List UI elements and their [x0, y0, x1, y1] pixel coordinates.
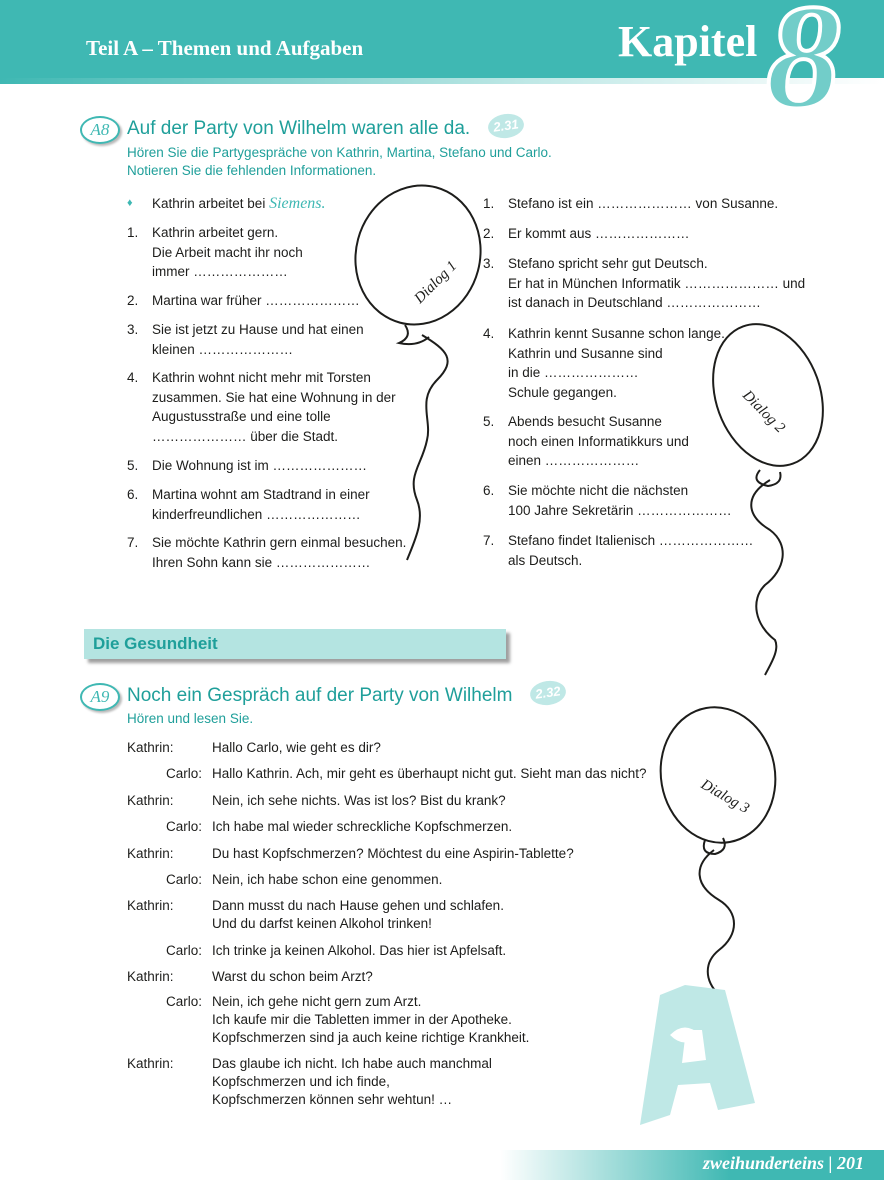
item-text-line: Sie möchte nicht die nächsten — [508, 483, 689, 498]
item-text-line: Martina wohnt am Stadtrand in einer — [152, 487, 370, 502]
task-a9-title: Noch ein Gespräch auf der Party von Wilhelm — [127, 685, 513, 706]
item-number: 3. — [127, 322, 139, 337]
item-text-line: Stefano ist ein ………………… von Susanne. — [508, 196, 779, 211]
dialog-speaker: Carlo: — [165, 819, 202, 834]
balloon-1-body — [340, 171, 496, 338]
dialog-speaker: Kathrin: — [127, 846, 174, 861]
section-title-bar — [84, 629, 506, 659]
task-a9-instruction: Hören und lesen Sie. — [127, 711, 254, 726]
bullet-icon: ♦ — [127, 197, 133, 209]
item-number: 7. — [483, 533, 495, 548]
dialog-speaker: Carlo: — [165, 994, 202, 1009]
item-text-line: Er kommt aus ………………… — [508, 226, 690, 241]
task-a8-instruction-2: Notieren Sie die fehlenden Informationen. — [127, 163, 377, 178]
item-text-line: kinderfreundlichen ………………… — [152, 506, 361, 522]
item-text-line: Kathrin arbeitet gern. — [152, 225, 279, 240]
item-text-line: als Deutsch. — [508, 552, 583, 568]
item-number: 2. — [127, 293, 139, 308]
task-a8-instruction-1: Hören Sie die Partygespräche von Kathrin, Martina, Stefano und Carlo. — [127, 145, 552, 160]
dialog-line: Warst du schon beim Arzt? — [212, 969, 373, 984]
task-a8-title: Auf der Party von Wilhelm waren alle da. — [127, 118, 471, 139]
item-number: 3. — [483, 256, 495, 271]
item-number: 7. — [127, 535, 139, 550]
section-heading: Teil A – Themen und Aufgaben — [86, 36, 364, 60]
dialog-line: Ich habe mal wieder schreckliche Kopfschmerzen. — [212, 819, 513, 834]
dialog-speaker: Kathrin: — [127, 793, 174, 808]
dialog-line: Das glaube ich nicht. Ich habe auch manchmal — [212, 1056, 492, 1071]
item-text-line: Ihren Sohn kann sie ………………… — [152, 554, 371, 570]
apotheke-logo — [640, 985, 755, 1125]
dialog-line: Ich trinke ja keinen Alkohol. Das hier ist Apfelsaft. — [212, 943, 507, 958]
item-number: 1. — [127, 225, 139, 240]
chapter-label: Kapitel — [618, 17, 758, 66]
dialog-line: Nein, ich habe schon eine genommen. — [212, 872, 443, 887]
chapter-number: 8 — [766, 0, 841, 140]
item-text-line: Die Wohnung ist im ………………… — [152, 458, 368, 473]
item-text-line: ist danach in Deutschland ………………… — [508, 295, 761, 310]
item-number: 6. — [127, 487, 139, 502]
item-text-line: Sie ist jetzt zu Hause und hat einen — [152, 322, 364, 337]
dialog-line: Ich kaufe mir die Tabletten immer in der Apotheke. — [212, 1012, 512, 1027]
dialog-speaker: Carlo: — [165, 943, 202, 958]
audio-track-badge-a8: 2.31 — [487, 112, 526, 141]
dialog-line: Nein, ich gehe nicht gern zum Arzt. — [212, 994, 422, 1009]
balloon-2-label: Dialog 2 — [739, 387, 788, 437]
balloon-2-knot — [756, 470, 780, 486]
apotheke-a-shape — [640, 985, 755, 1125]
item-text-line: Er hat in München Informatik ………………… und — [508, 275, 806, 291]
dialog-line: Du hast Kopfschmerzen? Möchtest du eine Aspirin-Tablette? — [212, 846, 574, 861]
task-badge-a9: A9 — [80, 683, 120, 711]
example-text: Kathrin arbeitet bei — [152, 196, 266, 211]
item-text-line: ………………… über die Stadt. — [152, 428, 339, 444]
balloon-1-string — [407, 335, 448, 560]
dialog-line: Hallo Kathrin. Ach, mir geht es überhaupt nicht gut. Sieht man das nicht? — [212, 766, 647, 781]
balloon-dialog-2 — [694, 309, 842, 675]
dialog-speaker: Carlo: — [165, 766, 202, 781]
item-text-line: in die ………………… — [508, 365, 639, 380]
item-number: 2. — [483, 226, 495, 241]
page-number: zweihunderteins | 201 — [703, 1153, 864, 1173]
item-text-line: zusammen. Sie hat eine Wohnung in der — [152, 389, 396, 405]
item-text-line: einen ………………… — [508, 453, 640, 468]
item-text-line: 100 Jahre Sekretärin ………………… — [508, 502, 732, 518]
item-text-line: Schule gegangen. — [508, 384, 617, 400]
balloon-2-string — [751, 480, 782, 675]
dialog-speaker: Kathrin: — [127, 898, 174, 913]
item-text-line: Martina war früher ………………… — [152, 293, 360, 308]
item-number: 6. — [483, 483, 495, 498]
task-badge-a8: A8 — [80, 116, 120, 144]
dialog-line: Kopfschmerzen können sehr wehtun! … — [212, 1092, 453, 1107]
item-text-line: Die Arbeit macht ihr noch — [152, 244, 303, 260]
item-text-line: Stefano findet Italienisch ………………… — [508, 533, 754, 548]
dialog-line: Und du darfst keinen Alkohol trinken! — [212, 916, 432, 931]
item-text-line: Abends besucht Susanne — [508, 414, 662, 429]
dialog-speaker: Kathrin: — [127, 1056, 174, 1071]
dialog-line: Hallo Carlo, wie geht es dir? — [212, 740, 381, 755]
item-text-line: Kathrin kennt Susanne schon lange. — [508, 326, 725, 341]
item-text-line: Kathrin wohnt nicht mehr mit Torsten — [152, 370, 371, 385]
item-number: 1. — [483, 196, 495, 211]
item-text-line: Stefano spricht sehr gut Deutsch. — [508, 256, 708, 271]
section-title: Die Gesundheit — [93, 634, 218, 653]
item-text-line: noch einen Informatikkurs und — [508, 433, 689, 449]
item-number: 5. — [127, 458, 139, 473]
dialog-speaker: Kathrin: — [127, 969, 174, 984]
item-text-line: Augustusstraße und eine tolle — [152, 409, 331, 424]
example-answer: Siemens. — [269, 195, 326, 212]
dialog-line: Dann musst du nach Hause gehen und schlafen. — [212, 898, 504, 913]
item-number: 4. — [483, 326, 495, 341]
dialog-speaker: Carlo: — [165, 872, 202, 887]
item-text-line: immer ………………… — [152, 264, 288, 279]
dialog-line: Kopfschmerzen und ich finde, — [212, 1074, 390, 1089]
balloon-dialog-3 — [650, 698, 786, 995]
dialog-speaker: Kathrin: — [127, 740, 174, 755]
dialog-line: Nein, ich sehe nichts. Was ist los? Bist du krank? — [212, 793, 506, 808]
balloon-1-knot — [399, 325, 429, 344]
item-number: 4. — [127, 370, 139, 385]
item-text-line: Sie möchte Kathrin gern einmal besuchen. — [152, 535, 407, 550]
balloon-3-body — [650, 698, 786, 852]
balloon-3-string — [700, 850, 734, 995]
item-number: 5. — [483, 414, 495, 429]
item-text-line: Kathrin und Susanne sind — [508, 345, 663, 361]
balloon-3-label: Dialog 3 — [698, 776, 752, 817]
item-text-line: kleinen ………………… — [152, 341, 294, 357]
audio-track-badge-a9: 2.32 — [529, 679, 568, 708]
dialog-line: Kopfschmerzen sind ja auch keine richtige Krankheit. — [212, 1030, 530, 1045]
balloon-1-label: Dialog 1 — [411, 258, 461, 307]
